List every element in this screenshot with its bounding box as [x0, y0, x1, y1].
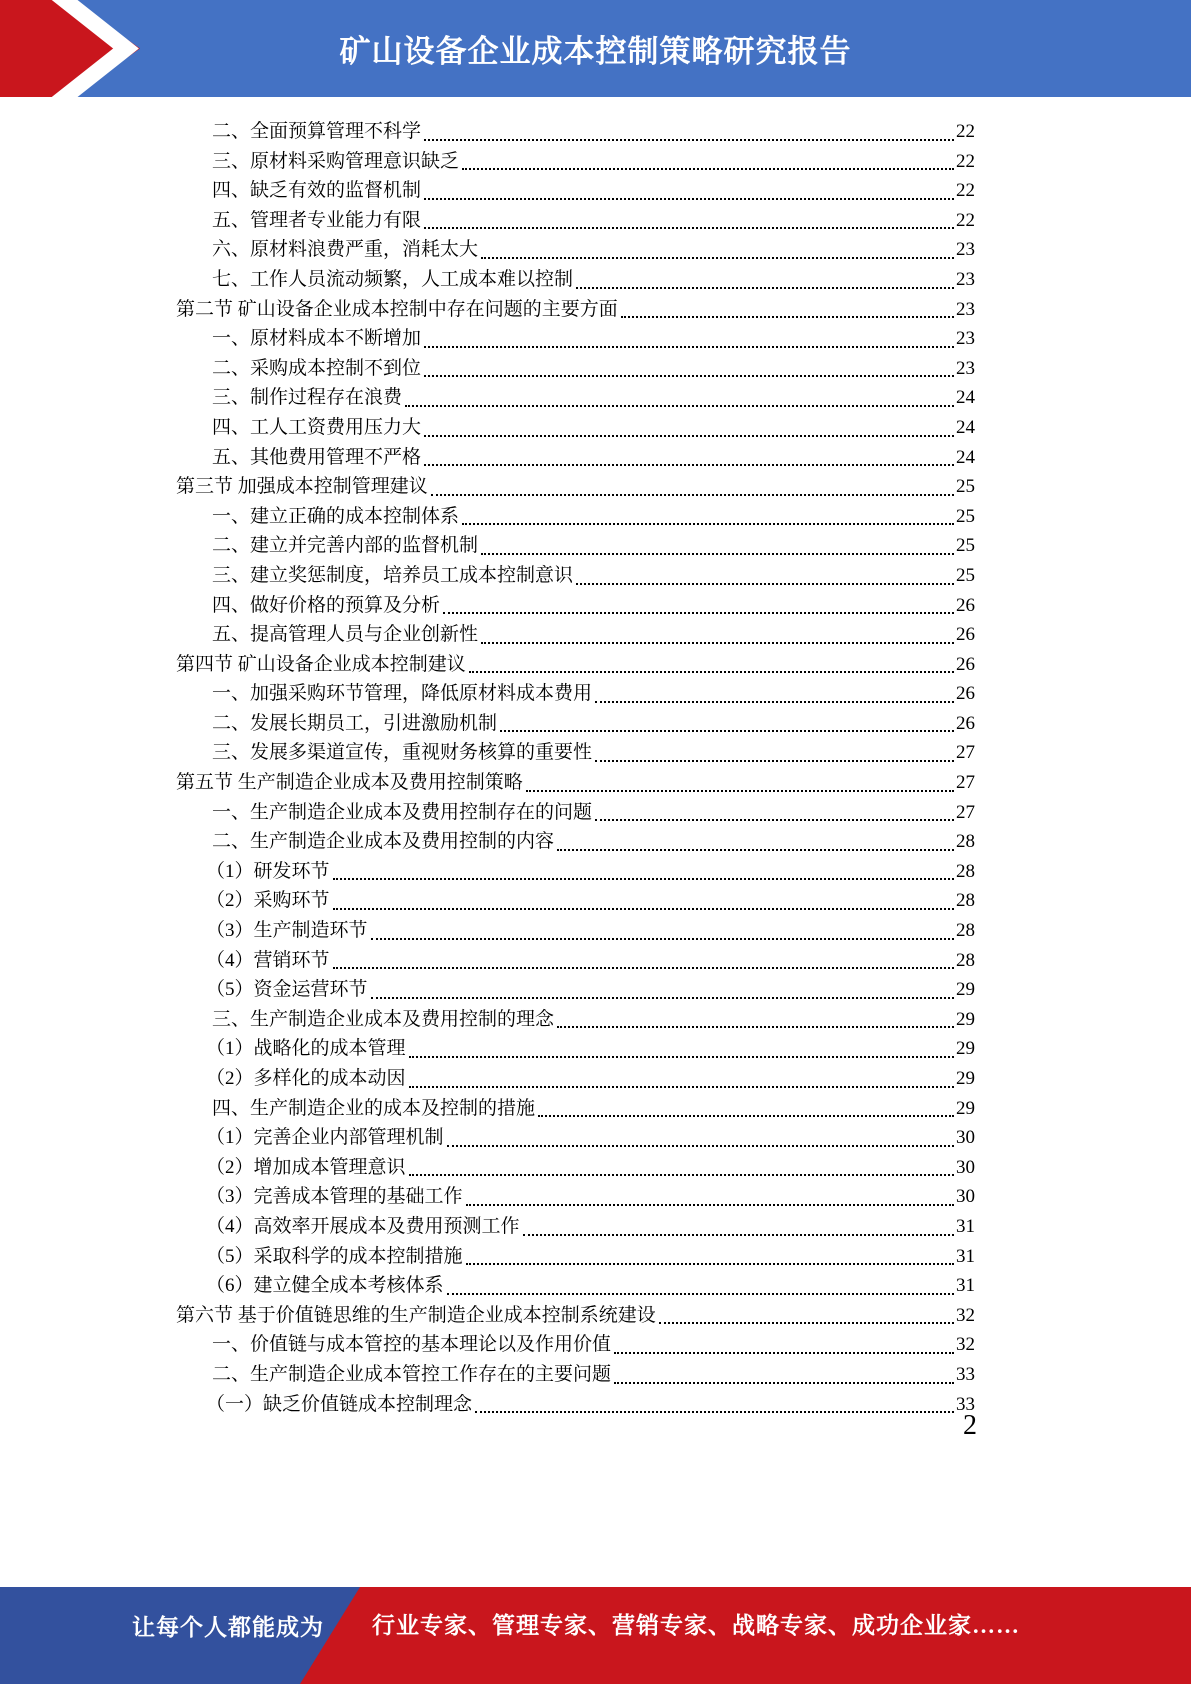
- toc-dotted-leader: [443, 612, 954, 614]
- toc-entry: [176, 1390, 975, 1420]
- toc-entry-page: 24: [956, 387, 975, 409]
- toc-entry: [176, 1123, 975, 1153]
- toc-dotted-leader: [557, 849, 954, 851]
- toc-entry-title: （2）采购环节: [206, 890, 330, 912]
- toc-entry-page: 26: [956, 683, 975, 705]
- toc-dotted-leader: [481, 257, 954, 259]
- toc-entry: [176, 827, 975, 857]
- toc-entry-page: 25: [956, 564, 975, 586]
- toc-entry-title: 一、原材料成本不断增加: [212, 328, 422, 350]
- report-title: 矿山设备企业成本控制策略研究报告: [339, 34, 852, 69]
- toc-entry: [176, 383, 975, 413]
- toc-entry-title: （6）建立健全成本考核体系: [206, 1275, 444, 1297]
- toc-entry-page: 25: [956, 535, 975, 557]
- toc-dotted-leader: [333, 908, 954, 910]
- toc-dotted-leader: [447, 1145, 954, 1147]
- toc-entry-page: 29: [956, 1097, 975, 1119]
- toc-entry-page: 29: [956, 979, 975, 1001]
- toc-dotted-leader: [469, 671, 954, 673]
- toc-entry-page: 24: [956, 446, 975, 468]
- page-number: 2: [963, 1410, 977, 1441]
- toc-dotted-leader: [659, 1322, 954, 1324]
- toc-dotted-leader: [424, 435, 954, 437]
- toc-entry: [176, 443, 975, 473]
- toc-entry: [176, 798, 975, 828]
- toc-entry: [176, 1271, 975, 1301]
- toc-entry-page: 33: [956, 1393, 975, 1415]
- toc-entry: [176, 768, 975, 798]
- toc-entry-page: 26: [956, 653, 975, 675]
- toc-dotted-leader: [500, 730, 954, 732]
- toc-entry-title: 二、生产制造企业成本及费用控制的内容: [212, 831, 555, 853]
- toc-dotted-leader: [424, 198, 954, 200]
- toc-entry-title: （1）完善企业内部管理机制: [206, 1127, 444, 1149]
- toc-dotted-leader: [462, 168, 954, 170]
- toc-entry-title: 四、工人工资费用压力大: [212, 416, 422, 438]
- toc-entry-page: 28: [956, 860, 975, 882]
- toc-entry: [176, 561, 975, 591]
- toc-dotted-leader: [614, 1382, 954, 1384]
- footer-slogan-left: 让每个人都能成为: [132, 1615, 324, 1640]
- toc-entry: [176, 235, 975, 265]
- toc-dotted-leader: [595, 819, 954, 821]
- toc-dotted-leader: [409, 1174, 954, 1176]
- toc-entry-title: 五、管理者专业能力有限: [212, 209, 422, 231]
- toc-entry-title: （4）高效率开展成本及费用预测工作: [206, 1215, 520, 1237]
- footer-slogan-right: 行业专家、管理专家、营销专家、战略专家、成功企业家……: [372, 1613, 1020, 1638]
- toc-dotted-leader: [526, 790, 954, 792]
- toc-entry-title: （1）研发环节: [206, 860, 330, 882]
- toc-entry-title: 二、生产制造企业成本管控工作存在的主要问题: [212, 1363, 612, 1385]
- toc-dotted-leader: [466, 1204, 954, 1206]
- toc-dotted-leader: [431, 494, 954, 496]
- toc-entry-page: 33: [956, 1363, 975, 1385]
- toc-entry-title: 六、原材料浪费严重，消耗太大: [212, 239, 479, 261]
- toc-entry-page: 28: [956, 890, 975, 912]
- toc-list: [176, 117, 975, 1419]
- toc-entry-title: 四、做好价格的预算及分析: [212, 594, 441, 616]
- toc-entry-page: 31: [956, 1215, 975, 1237]
- toc-entry-title: 第五节 生产制造企业成本及费用控制策略: [176, 772, 523, 794]
- toc-entry-page: 29: [956, 1008, 975, 1030]
- toc-entry-page: 30: [956, 1127, 975, 1149]
- toc-dotted-leader: [621, 316, 954, 318]
- toc-dotted-leader: [409, 1056, 954, 1058]
- page-footer: [0, 1587, 1191, 1684]
- toc-entry: [176, 1153, 975, 1183]
- toc-entry-page: 28: [956, 949, 975, 971]
- toc-entry: [176, 531, 975, 561]
- toc-dotted-leader: [371, 938, 954, 940]
- toc-entry: [176, 620, 975, 650]
- report-header: [0, 0, 1191, 97]
- toc-entry-title: 二、采购成本控制不到位: [212, 357, 422, 379]
- toc-entry-title: （5）采取科学的成本控制措施: [206, 1245, 463, 1267]
- toc-entry-title: 第六节 基于价值链思维的生产制造企业成本控制系统建设: [176, 1304, 656, 1326]
- toc-entry-title: 三、发展多渠道宣传，重视财务核算的重要性: [212, 742, 593, 764]
- toc-entry: [176, 591, 975, 621]
- toc-entry: [176, 916, 975, 946]
- toc-dotted-leader: [557, 1026, 954, 1028]
- toc-entry: [176, 1034, 975, 1064]
- toc-entry-page: 28: [956, 831, 975, 853]
- toc-entry-page: 23: [956, 239, 975, 261]
- toc-entry-page: 27: [956, 742, 975, 764]
- toc-entry: [176, 117, 975, 147]
- toc-entry-page: 25: [956, 476, 975, 498]
- toc-entry-title: 五、其他费用管理不严格: [212, 446, 422, 468]
- toc-dotted-leader: [481, 642, 954, 644]
- toc-entry-title: 二、发展长期员工，引进激励机制: [212, 712, 498, 734]
- toc-entry: [176, 1301, 975, 1331]
- toc-entry: [176, 413, 975, 443]
- toc-entry: [176, 295, 975, 325]
- toc-entry-page: 32: [956, 1334, 975, 1356]
- toc-entry-page: 23: [956, 328, 975, 350]
- toc-entry: [176, 206, 975, 236]
- toc-entry: [176, 679, 975, 709]
- toc-dotted-leader: [481, 553, 954, 555]
- toc-entry-page: 26: [956, 624, 975, 646]
- toc-entry-title: 三、建立奖惩制度，培养员工成本控制意识: [212, 564, 574, 586]
- toc-dotted-leader: [424, 227, 954, 229]
- toc-entry-title: 一、生产制造企业成本及费用控制存在的问题: [212, 801, 593, 823]
- toc-dotted-leader: [405, 405, 954, 407]
- toc-entry: [176, 354, 975, 384]
- toc-entry-title: （4）营销环节: [206, 949, 330, 971]
- toc-dotted-leader: [424, 375, 954, 377]
- toc-entry-page: 22: [956, 209, 975, 231]
- toc-entry-page: 30: [956, 1156, 975, 1178]
- toc-dotted-leader: [333, 967, 954, 969]
- toc-entry: [176, 946, 975, 976]
- toc-entry-page: 26: [956, 712, 975, 734]
- toc-dotted-leader: [595, 760, 954, 762]
- toc-entry: [176, 1360, 975, 1390]
- toc-dotted-leader: [424, 464, 954, 466]
- toc-entry: [176, 502, 975, 532]
- toc-entry: [176, 1005, 975, 1035]
- toc-dotted-leader: [466, 1263, 954, 1265]
- toc-dotted-leader: [424, 346, 954, 348]
- toc-dotted-leader: [523, 1234, 954, 1236]
- toc-entry: [176, 147, 975, 177]
- toc-entry: [176, 857, 975, 887]
- toc-dotted-leader: [538, 1115, 954, 1117]
- toc-entry-page: 30: [956, 1186, 975, 1208]
- toc-entry-page: 28: [956, 920, 975, 942]
- toc-entry: [176, 738, 975, 768]
- toc-entry-page: 27: [956, 772, 975, 794]
- toc-dotted-leader: [447, 1293, 954, 1295]
- toc-entry: [176, 1064, 975, 1094]
- toc-entry-page: 24: [956, 416, 975, 438]
- toc-entry: [176, 1212, 975, 1242]
- toc-dotted-leader: [462, 523, 954, 525]
- toc-entry: [176, 324, 975, 354]
- toc-entry-title: （2）增加成本管理意识: [206, 1156, 406, 1178]
- toc-entry-title: 五、提高管理人员与企业创新性: [212, 624, 479, 646]
- toc-entry: [176, 1242, 975, 1272]
- toc-entry-title: 一、加强采购环节管理，降低原材料成本费用: [212, 683, 593, 705]
- toc-entry-page: 26: [956, 594, 975, 616]
- toc-entry-page: 27: [956, 801, 975, 823]
- toc-entry-title: 三、原材料采购管理意识缺乏: [212, 150, 460, 172]
- toc-entry-page: 22: [956, 180, 975, 202]
- toc-entry-page: 22: [956, 121, 975, 142]
- toc-entry-title: 一、建立正确的成本控制体系: [212, 505, 460, 527]
- toc-dotted-leader: [595, 701, 954, 703]
- toc-entry-title: （1）战略化的成本管理: [206, 1038, 406, 1060]
- toc-entry-title: （3）完善成本管理的基础工作: [206, 1186, 463, 1208]
- toc-entry: [176, 1182, 975, 1212]
- toc-entry-title: 四、生产制造企业的成本及控制的措施: [212, 1097, 536, 1119]
- toc-entry-title: （2）多样化的成本动因: [206, 1068, 406, 1089]
- toc-entry-title: 三、生产制造企业成本及费用控制的理念: [212, 1008, 555, 1030]
- toc-dotted-leader: [371, 997, 954, 999]
- toc-entry: [176, 975, 975, 1005]
- toc-entry-page: 29: [956, 1068, 975, 1089]
- toc-entry-page: 22: [956, 150, 975, 172]
- toc-entry: [176, 1330, 975, 1360]
- toc-entry: [176, 650, 975, 680]
- toc-entry-page: 29: [956, 1038, 975, 1060]
- toc-entry-page: 23: [956, 298, 975, 320]
- toc-entry-title: 第三节 加强成本控制管理建议: [176, 476, 428, 498]
- toc-entry-title: 七、工作人员流动频繁，人工成本难以控制: [212, 268, 574, 290]
- toc-entry-page: 31: [956, 1275, 975, 1297]
- toc-entry-title: 二、全面预算管理不科学: [212, 121, 422, 142]
- toc-entry-title: 四、缺乏有效的监督机制: [212, 180, 422, 202]
- toc-entry: [176, 265, 975, 295]
- toc-entry-page: 25: [956, 505, 975, 527]
- toc-entry: [176, 176, 975, 206]
- toc-entry-title: 一、价值链与成本管控的基本理论以及作用价值: [212, 1334, 612, 1356]
- toc-entry-page: 32: [956, 1304, 975, 1326]
- toc-entry-title: （3）生产制造环节: [206, 920, 368, 942]
- toc-entry-title: 三、制作过程存在浪费: [212, 387, 403, 409]
- toc-entry-title: （一）缺乏价值链成本控制理念: [206, 1393, 473, 1415]
- toc-entry-page: 23: [956, 268, 975, 290]
- toc-entry-page: 23: [956, 357, 975, 379]
- toc-entry: [176, 886, 975, 916]
- toc-entry-title: （5）资金运营环节: [206, 979, 368, 1001]
- toc-entry: [176, 472, 975, 502]
- toc-entry: [176, 1094, 975, 1124]
- toc-entry-title: 第二节 矿山设备企业成本控制中存在问题的主要方面: [176, 298, 618, 320]
- toc-dotted-leader: [333, 878, 954, 880]
- toc-entry-title: 第四节 矿山设备企业成本控制建议: [176, 653, 466, 675]
- toc-dotted-leader: [576, 287, 954, 289]
- toc-entry: [176, 709, 975, 739]
- toc-entry-page: 31: [956, 1245, 975, 1267]
- toc-dotted-leader: [614, 1352, 954, 1354]
- toc-dotted-leader: [576, 583, 954, 585]
- toc-dotted-leader: [409, 1086, 954, 1088]
- toc-dotted-leader: [475, 1411, 954, 1413]
- toc-dotted-leader: [424, 139, 954, 141]
- toc-entry-title: 二、建立并完善内部的监督机制: [212, 535, 479, 557]
